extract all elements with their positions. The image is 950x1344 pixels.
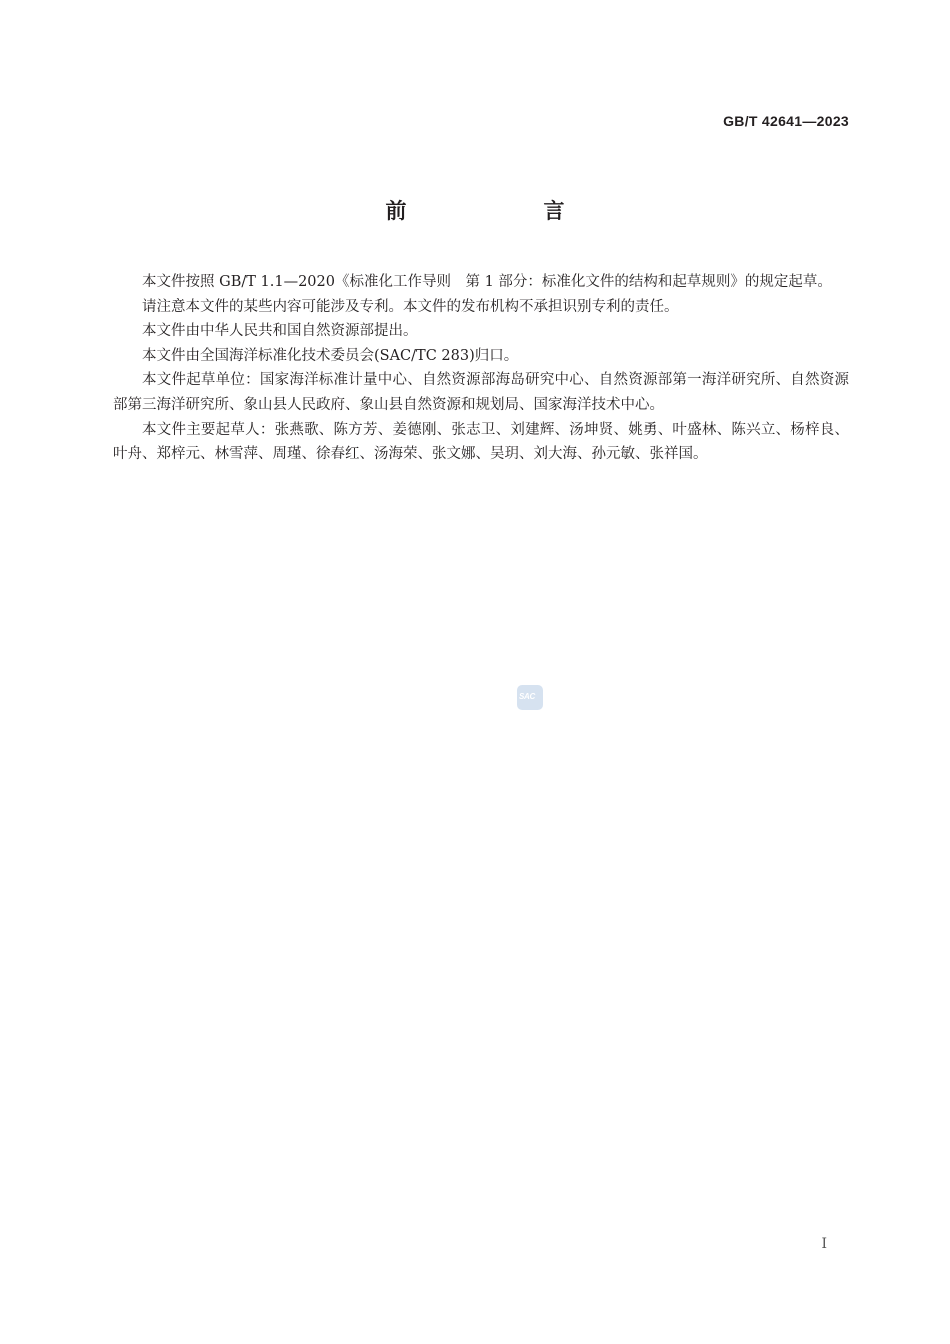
page-number: I xyxy=(821,1236,827,1252)
paragraph-proposed-by: 本文件由中华人民共和国自然资源部提出。 xyxy=(142,323,418,340)
page-title: 前 言 xyxy=(385,199,623,223)
foreword-body xyxy=(113,270,849,467)
standard-code: GB/T 42641—2023 xyxy=(723,113,849,129)
paragraph-administered-by: 本文件由全国海洋标准化技术委员会(SAC/TC 283)归口。 xyxy=(142,347,519,364)
paragraph-drafting-units: 本文件起草单位：国家海洋标准计量中心、自然资源部海岛研究中心、自然资源部第一海洋研究所、自然资源部第三海洋研究所、象山县人民政府、象山县自然资源和规划局、国家海洋技术中心。 xyxy=(113,372,849,413)
paragraph-patent-notice: 请注意本文件的某些内容可能涉及专利。本文件的发布机构不承担识别专利的责任。 xyxy=(142,298,679,315)
sac-watermark-text: SAC xyxy=(519,692,535,701)
paragraph-drafters: 本文件主要起草人：张燕歌、陈方芳、姜德刚、张志卫、刘建辉、汤坤贤、姚勇、叶盛林、陈兴立、杨梓良、叶舟、郑梓元、林雪萍、周瑾、徐春红、汤海荣、张文娜、吴玥、刘大海、孙元敏、张祥国。 xyxy=(113,421,849,463)
sac-watermark-logo xyxy=(517,685,543,710)
paragraph-drafting-rules: 本文件按照 GB/T 1.1—2020《标准化工作导则 第 1 部分：标准化文件的结构和起草规则》的规定起草。 xyxy=(142,274,832,290)
